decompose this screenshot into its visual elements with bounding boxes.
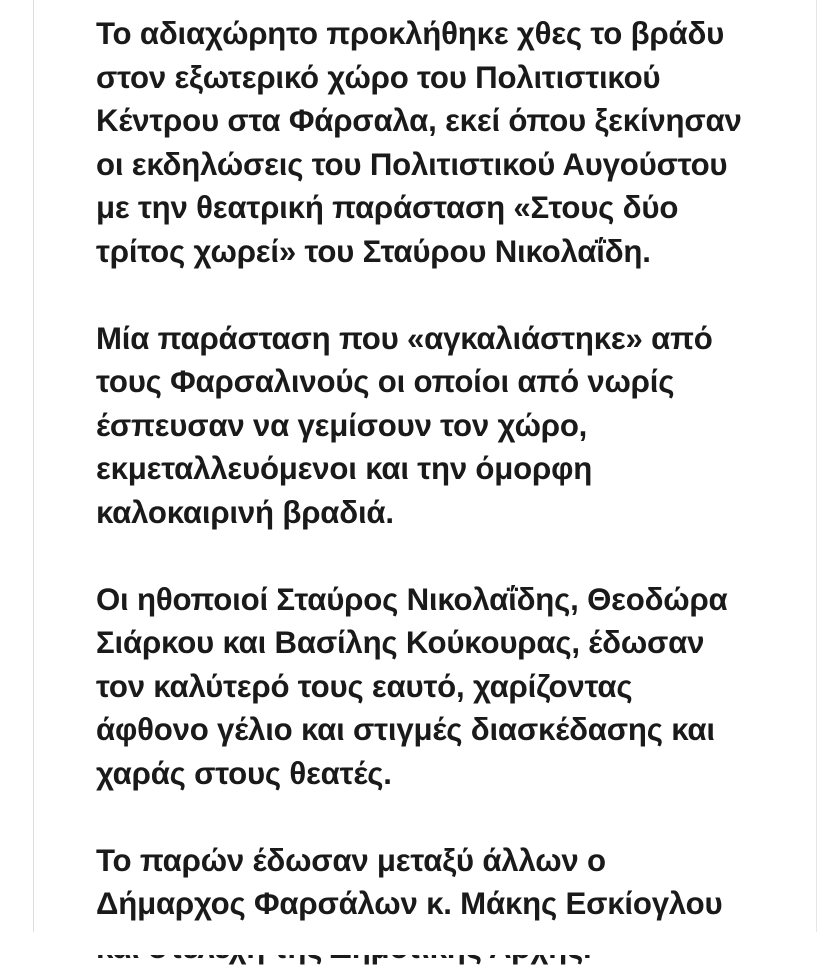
text-line: άφθονο γέλιο και στιγμές διασκέδασης και — [96, 708, 834, 752]
text-line: Δήμαρχος Φαρσάλων κ. Μάκης Εσκίογλου — [96, 882, 834, 926]
post-text — [96, 12, 834, 969]
text-line: οι εκδηλώσεις του Πολιτιστικού Αυγούστου — [96, 143, 834, 187]
paragraph-1 — [96, 12, 834, 273]
text-line: τον καλύτερό τους εαυτό, χαρίζοντας — [96, 665, 834, 709]
text-line: εκμεταλλευόμενοι και την όμορφη — [96, 447, 834, 491]
text-line: χαράς στους θεατές. — [96, 752, 834, 796]
paragraph-2 — [96, 317, 834, 535]
text-line: Οι ηθοποιοί Σταύρος Νικολαΐδης, Θεοδώρα — [96, 578, 834, 622]
text-line: Το παρών έδωσαν μεταξύ άλλων ο — [96, 839, 834, 883]
text-line: Κέντρου στα Φάρσαλα, εκεί όπου ξεκίνησαν — [96, 99, 834, 143]
text-line: Μία παράσταση που «αγκαλιάστηκε» από — [96, 317, 834, 361]
text-line: στον εξωτερικό χώρο του Πολιτιστικού — [96, 56, 834, 100]
text-line: Σιάρκου και Βασίλης Κούκουρας, έδωσαν — [96, 621, 834, 665]
text-line: Το αδιαχώρητο προκλήθηκε χθες το βράδυ — [96, 12, 834, 56]
text-line: με την θεατρική παράσταση «Στους δύο — [96, 186, 834, 230]
post-card — [33, 0, 817, 932]
text-line: τους Φαρσαλινούς οι οποίοι από νωρίς — [96, 360, 834, 404]
text-line: καλοκαιρινή βραδιά. — [96, 491, 834, 535]
bottom-strip — [0, 932, 834, 955]
paragraph-3 — [96, 578, 834, 796]
text-line: έσπευσαν να γεμίσουν τον χώρο, — [96, 404, 834, 448]
text-line: τρίτος χωρεί» του Σταύρου Νικολαΐδη. — [96, 230, 834, 274]
